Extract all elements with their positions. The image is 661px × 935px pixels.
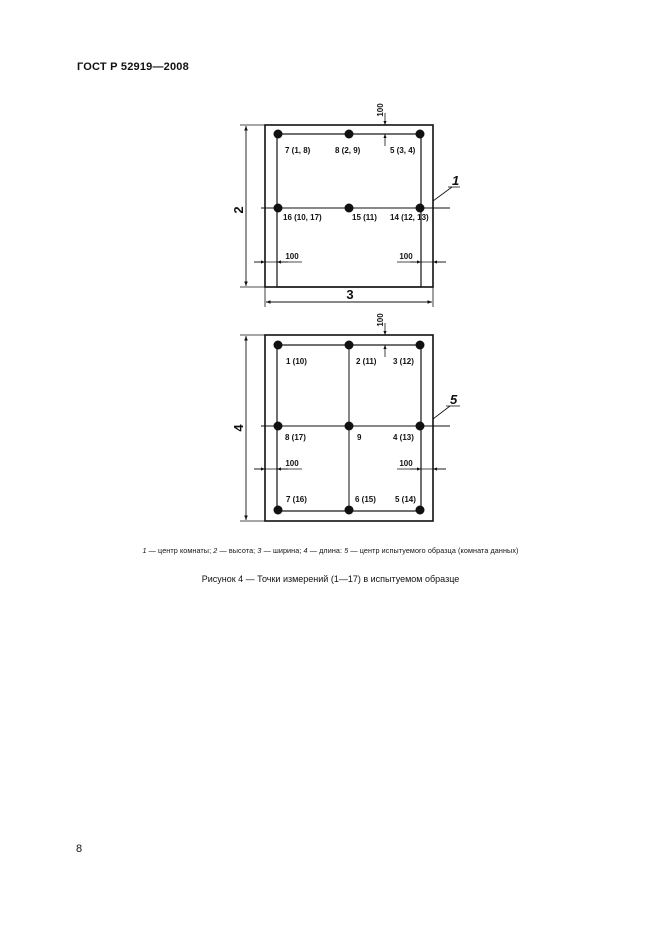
bottom-left-offset-label: 100 (285, 459, 299, 468)
measurement-point (274, 341, 283, 350)
point-label: 9 (357, 433, 362, 442)
bottom-right-offset-label: 100 (399, 459, 413, 468)
measurement-point (345, 130, 354, 139)
height-dimension-label: 2 (231, 206, 246, 214)
point-label: 8 (2, 9) (335, 146, 361, 155)
point-label: 1 (10) (286, 357, 307, 366)
callout-1-label: 1 (452, 173, 460, 188)
legend-text: — центр комнаты; (146, 546, 214, 555)
legend-text: — ширина; (261, 546, 304, 555)
point-label: 15 (11) (352, 213, 377, 222)
point-label: 6 (15) (355, 495, 376, 504)
legend-num: 3 (257, 546, 262, 555)
width-dimension-label: 3 (346, 287, 354, 302)
point-label: 16 (10, 17) (283, 213, 322, 222)
measurement-point (274, 422, 283, 431)
top-offset-label: 100 (376, 103, 385, 117)
measurement-point (416, 422, 425, 431)
top-diagram (231, 103, 460, 307)
legend-num: 5 (344, 546, 349, 555)
callout-5-label: 5 (450, 392, 458, 407)
page-number: 8 (76, 843, 83, 855)
measurement-point (416, 204, 425, 213)
point-label: 5 (3, 4) (390, 146, 416, 155)
bottom-top-offset-label: 100 (376, 313, 385, 327)
point-label: 3 (12) (393, 357, 414, 366)
legend-num: 2 (213, 546, 218, 555)
point-label: 8 (17) (285, 433, 306, 442)
top-left-offset-label: 100 (285, 252, 299, 261)
measurement-point (416, 506, 425, 515)
point-label: 7 (1, 8) (285, 146, 311, 155)
legend-num: 1 (142, 546, 147, 555)
measurement-point (274, 506, 283, 515)
document-header: ГОСТ Р 52919—2008 (77, 61, 189, 73)
point-label: 5 (14) (395, 495, 416, 504)
measurement-point (345, 506, 354, 515)
measurement-point (345, 422, 354, 431)
measurement-point (345, 204, 354, 213)
point-label: 2 (11) (356, 357, 377, 366)
callout-1-leader (433, 187, 452, 201)
legend-num: 4 (303, 546, 308, 555)
measurement-point (274, 130, 283, 139)
length-dimension-label: 4 (231, 424, 246, 432)
figure-legend (0, 546, 661, 555)
measurement-point (416, 341, 425, 350)
legend-text: — длина: (307, 546, 345, 555)
figure-caption: Рисунок 4 — Точки измерений (1—17) в испытуемом образце (201, 574, 460, 584)
measurement-point (416, 130, 425, 139)
legend-text: — высота; (217, 546, 258, 555)
point-label: 7 (16) (286, 495, 307, 504)
top-right-offset-label: 100 (399, 252, 413, 261)
callout-5-leader (433, 406, 450, 419)
bottom-diagram (231, 313, 460, 521)
legend-text: — центр испытуемого образца (комната данных) (348, 546, 519, 555)
measurement-point (274, 204, 283, 213)
point-label: 4 (13) (393, 433, 414, 442)
measurement-point (345, 341, 354, 350)
point-label: 14 (12, 13) (390, 213, 429, 222)
